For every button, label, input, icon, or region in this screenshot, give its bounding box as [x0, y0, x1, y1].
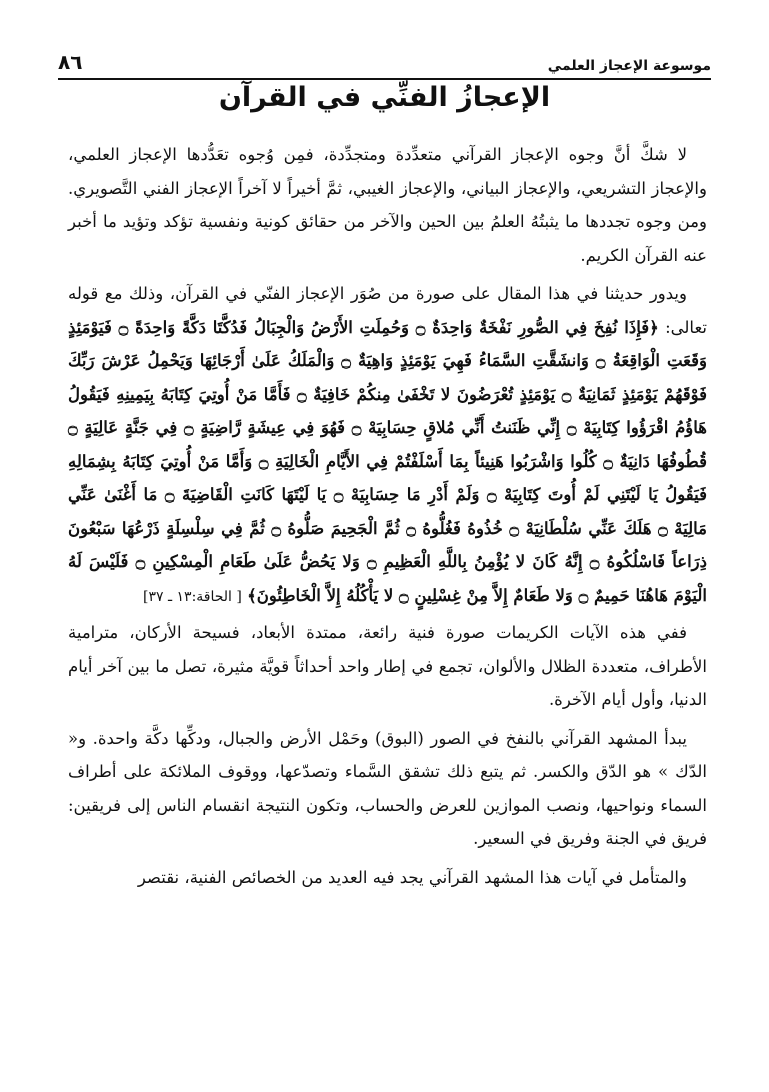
page-header: [58, 44, 711, 80]
article-body: [68, 138, 707, 899]
quran-verses: ﴿فَإِذَا نُفِخَ فِي الصُّورِ نَفْخَةٌ وَاحِدَةٌ ۝ وَحُمِلَتِ الأَرْضُ وَالْجِبَالُ فَدُكَّتَا دَكَّةً وَاحِدَةً ۝ فَيَوْمَئِذٍ وَقَعَتِ الْوَاقِعَةُ ۝ وَانشَقَّتِ السَّمَاءُ فَهِيَ يَوْمَئِذٍ وَاهِيَةٌ ۝ وَالْمَلَكُ عَلَىٰ أَرْجَائِهَا وَيَحْمِلُ عَرْشَ رَبِّكَ فَوْقَهُمْ يَوْمَئِذٍ ثَمَانِيَةٌ ۝ يَوْمَئِذٍ تُعْرَضُونَ لا تَخْفَىٰ مِنكُمْ خَافِيَةٌ ۝ فَأَمَّا مَنْ أُوتِيَ كِتَابَهُ بِيَمِينِهِ فَيَقُولُ هَاؤُمُ اقْرَؤُوا كِتَابِيَهْ ۝ إِنِّي ظَنَنتُ أَنِّي مُلاقٍ حِسَابِيَهْ ۝ فَهُوَ فِي عِيشَةٍ رَّاضِيَةٍ ۝ فِي جَنَّةٍ عَالِيَةٍ ۝ قُطُوفُهَا دَانِيَةٌ ۝ كُلُوا وَاشْرَبُوا هَنِيئاً بِمَا أَسْلَفْتُمْ فِي الأَيَّامِ الْخَالِيَةِ ۝ وَأَمَّا مَنْ أُوتِيَ كِتَابَهُ بِشِمَالِهِ فَيَقُولُ يَا لَيْتَنِي لَمْ أُوتَ كِتَابِيَهْ ۝ وَلَمْ أَدْرِ مَا حِسَابِيَهْ ۝ يَا لَيْتَهَا كَانَتِ الْقَاضِيَةَ ۝ مَا أَغْنَىٰ عَنِّي مَالِيَهْ ۝ هَلَكَ عَنِّي سُلْطَانِيَهْ ۝ خُذُوهُ فَغُلُّوهُ ۝ ثُمَّ الْجَحِيمَ صَلُّوهُ ۝ ثُمَّ فِي سِلْسِلَةٍ ذَرْعُهَا سَبْعُونَ ذِرَاعاً فَاسْلُكُوهُ ۝ إِنَّهُ كَانَ لا يُؤْمِنُ بِاللَّهِ الْعَظِيمِ ۝ وَلا يَحُضُّ عَلَىٰ طَعَامِ الْمِسْكِينِ ۝ فَلَيْسَ لَهُ الْيَوْمَ هَاهُنَا حَمِيمٌ ۝ وَلا طَعَامٌ إِلاَّ مِنْ غِسْلِينٍ ۝ لا يَأْكُلُهُ إِلاَّ الْخَاطِئُونَ﴾: [68, 317, 708, 605]
quote-intro: ويدور حديثنا في هذا المقال على صورة من صُوَر الإعجاز الفنّي في القرآن، وذلك مع قوله تعالى:: [68, 284, 707, 337]
running-title: موسوعة الإعجاز العلمي: [547, 58, 711, 74]
paragraph-quran-quote: [68, 277, 707, 614]
paragraph-continuation: والمتأمل في آيات هذا المشهد القرآني يجد فيه العديد من الخصائص الفنية، نقتصر: [137, 867, 687, 887]
paragraph-scene: يبدأ المشهد القرآني بالنفخ في الصور (البوق) وحَمْل الأرض والجبال، ودكِّها دكَّة واحدة. و« الدّك » هو الدّق والكسر. ثم يتبع ذلك تشقق السَّماء وتصدّعها، ووقوف الملائكة على أطراف السماء ونواحيها، ونصب الموازين للعرض والحساب، وتكون النتيجة انقسام الناس إلى فريقين: فريق في الجنة وفريق في السعير.: [68, 728, 707, 848]
page-number: ٨٦: [58, 50, 83, 74]
paragraph-analysis: ففي هذه الآيات الكريمات صورة فنية رائعة، ممتدة الأبعاد، فسيحة الأركان، مترامية الأطراف، متعددة الظلال والألوان، تجمع في إطار واحد أحداثاً قويَّة مثيرة، تصل ما بين آخر أيام الدنيا، وأول أيام الآخرة.: [68, 623, 707, 709]
paragraph-intro: لا شكَّ أنَّ وجوه الإعجاز القرآني متعدِّدة ومتجدِّدة، فمِن وُجوه تعَدُّدها الإعجاز العلمي، والإعجاز التشريعي، والإعجاز البياني، والإعجاز الغيبي، ثمَّ أخيراً لا آخراً الإعجاز الفني التَّصويري. ومن وجوه تجددها ما يثبتُهُ العلمُ بين الحين والآخر من حقائق كونية ونفسية تؤكد وتؤيد ما أخبر عنه القرآن الكريم.: [68, 145, 707, 265]
verse-reference: [ الحاقة:١٣ ـ ٣٧]: [143, 588, 242, 605]
article-title: الإعجازُ الفنِّي في القرآن: [218, 82, 551, 113]
